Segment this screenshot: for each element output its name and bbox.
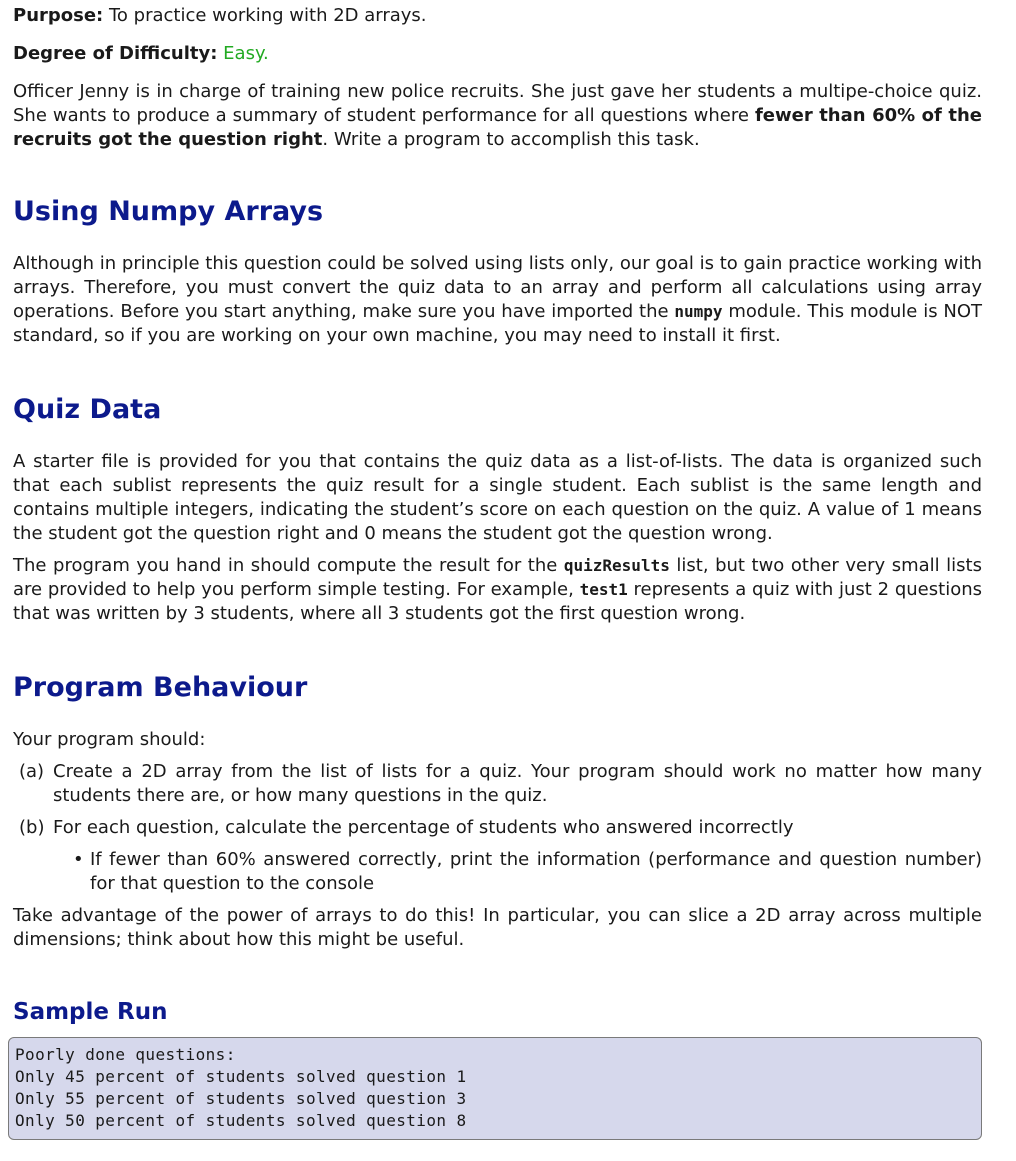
quiz-paragraph-1: A starter file is provided for you that contains the quiz data as a list-of-lists. The data is organized such that each sublist represents the quiz result for a single student. Each sublist is the same length and contains multiple integers, indicating the student’s score on each question on the quiz. A value of 1 means the student got the question right and 0 means the student got the question wrong. xyxy=(13,451,982,544)
numpy-text-1: Although in principle this question could be solved using lists only, our goal is to gain practice working with arrays. Therefore, you must convert the quiz data to an array and perform all calculations using array operations. Before you start anything, make sure you have imported the xyxy=(13,253,982,322)
heading-quiz-data: Quiz Data xyxy=(13,394,162,425)
quizresults-code: quizResults xyxy=(563,556,670,575)
sample-output-line: Only 50 percent of students solved question 8 xyxy=(15,1111,467,1130)
heading-using-numpy-arrays: Using Numpy Arrays xyxy=(13,196,324,227)
numpy-text-2: module. This module is NOT standard, so if you are working on your own machine, you may need to install it first. xyxy=(13,301,983,346)
difficulty-label: Degree of Difficulty: xyxy=(13,43,218,64)
sample-output-line: Only 55 percent of students solved question 3 xyxy=(15,1089,467,1108)
difficulty-line xyxy=(13,42,982,66)
bullet-text: If fewer than 60% answered correctly, print the information (performance and question number) for that question to the console xyxy=(90,849,982,894)
program-lead: Your program should: xyxy=(13,729,206,750)
bullet-marker: • xyxy=(73,849,84,870)
heading-sample-run: Sample Run xyxy=(13,999,168,1025)
list-item-marker: (a) xyxy=(19,761,45,782)
program-after-paragraph: Take advantage of the power of arrays to do this! In particular, you can slice a 2D array across multiple dimensions; think about how this might be useful. xyxy=(13,905,982,950)
difficulty-value: Easy. xyxy=(223,43,269,64)
quiz-paragraph-2 xyxy=(13,554,982,626)
quiz-p2-text-3: represents a quiz with just 2 questions that was written by 3 students, where all 3 students got the first question wrong. xyxy=(13,579,982,624)
purpose-text: To practice working with 2D arrays. xyxy=(109,5,427,26)
test1-code: test1 xyxy=(579,580,628,599)
list-item-text: Create a 2D array from the list of lists for a quiz. Your program should work no matter how many students there are, or how many questions in the quiz. xyxy=(53,761,982,806)
quiz-p2-text-2: list, but two other very small lists are provided to help you perform simple testing. For example, xyxy=(13,555,982,600)
intro-bold-text: fewer than 60% of the recruits got the question right xyxy=(13,105,983,150)
list-item-marker: (b) xyxy=(19,817,45,838)
purpose-line xyxy=(13,4,982,28)
requirements-list xyxy=(13,760,982,896)
list-item xyxy=(13,760,982,808)
list-item-text: For each question, calculate the percentage of students who answered incorrectly xyxy=(53,817,794,838)
intro-text-1: Officer Jenny is in charge of training new police recruits. She just gave her students a multipe-choice quiz. She wants to produce a summary of student performance for all questions where xyxy=(13,81,982,126)
sub-bullet-item xyxy=(13,848,982,896)
numpy-code: numpy xyxy=(674,302,723,321)
sample-output-line: Poorly done questions: xyxy=(15,1045,236,1064)
sample-output-line: Only 45 percent of students solved question 1 xyxy=(15,1067,467,1086)
intro-text-2: . Write a program to accomplish this task. xyxy=(322,129,700,150)
heading-program-behaviour: Program Behaviour xyxy=(13,672,308,703)
purpose-label: Purpose: xyxy=(13,5,104,26)
numpy-paragraph xyxy=(13,252,982,348)
list-item xyxy=(13,816,982,840)
sample-run-output-box xyxy=(8,1037,982,1140)
quiz-p2-text-1: The program you hand in should compute the result for the xyxy=(13,555,564,576)
intro-paragraph xyxy=(13,80,982,152)
